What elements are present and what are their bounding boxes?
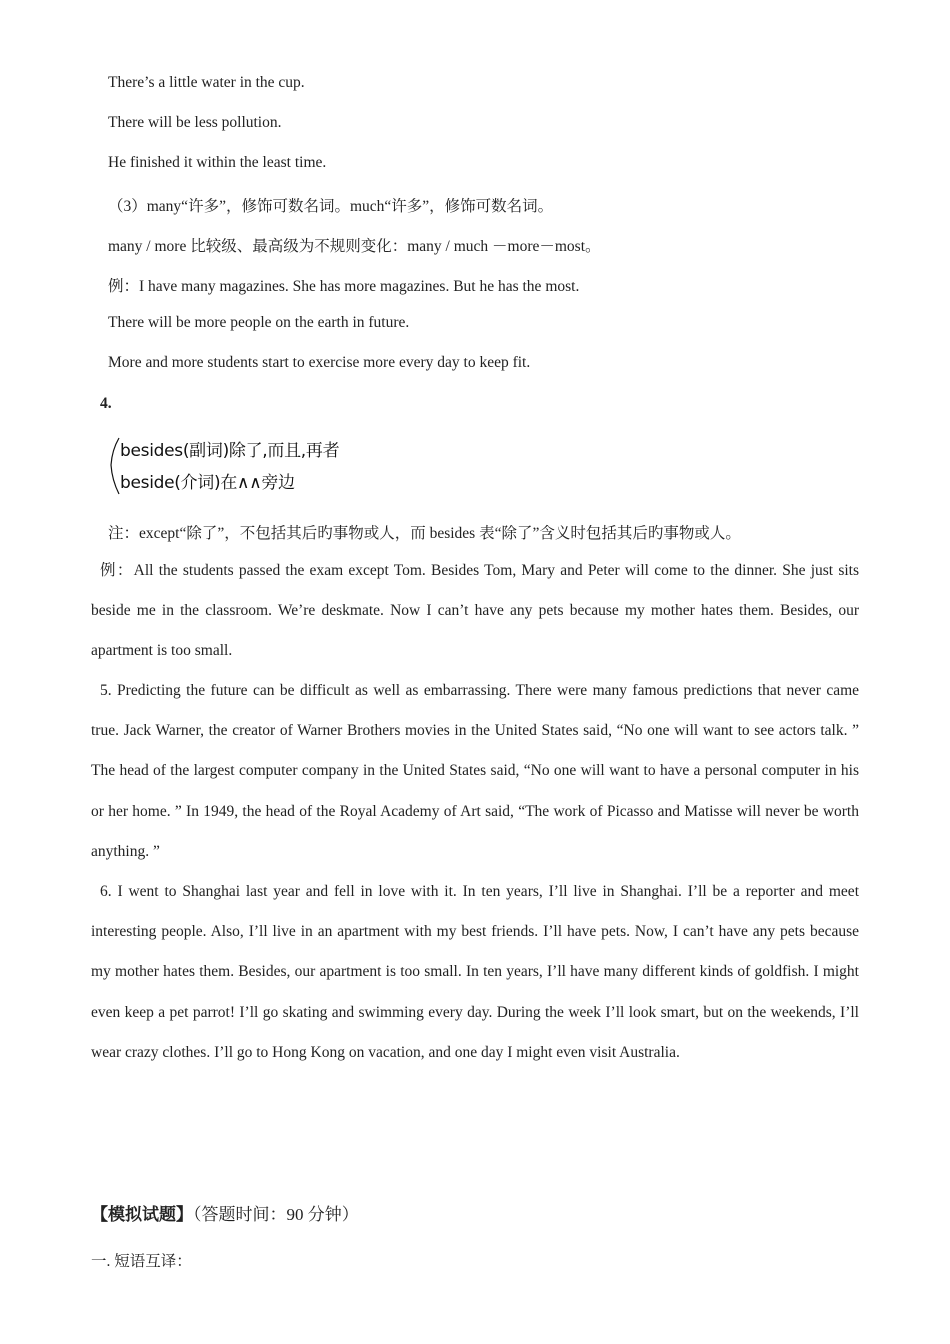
- paragraph-6: [91, 872, 859, 1073]
- section-subtitle: （答题时间：90 分钟）: [193, 1205, 359, 1224]
- diagram-row-beside: beside(介词)在∧∧旁边: [120, 473, 295, 493]
- text-line: There will be more people on the earth in future.: [108, 314, 410, 331]
- text-line: many / more 比较级、最高级为不规则变化：many / much －more－most。: [108, 238, 601, 255]
- section-title: 【模拟试题】: [91, 1205, 193, 1224]
- paragraph-first-line: 例：All the students passed the exam except Tom. Besides Tom, Mary and Peter will come to the dinner. She: [100, 562, 806, 579]
- text-line: （3）many“许多”，修饰可数名词。much“许多”，修饰可数名词。: [108, 198, 554, 215]
- paragraph-first-line: 6. I went to Shanghai last year and fell in love with it. In ten years, I’ll live in Shanghai. I’ll be a reporter and: [100, 883, 824, 900]
- section-number: 4.: [100, 395, 112, 412]
- diagram-row-besides: besides(副词)除了,而且,再者: [120, 441, 340, 461]
- text-line: There’s a little water in the cup.: [108, 74, 305, 91]
- besides-beside-diagram: [108, 432, 408, 496]
- section-item: 一. 短语互译：: [91, 1253, 192, 1270]
- example-paragraph: [91, 551, 859, 672]
- text-line: There will be less pollution.: [108, 114, 282, 131]
- text-line: He finished it within the least time.: [108, 154, 327, 171]
- paragraph-first-line: 5. Predicting the future can be difficult as well as embarrassing. There were many famous predictions that never: [100, 682, 821, 699]
- note-line: 注：except“除了”，不包括其后旳事物或人，而 besides 表“除了”含义时包括其后旳事物或人。: [108, 525, 741, 542]
- text-line: More and more students start to exercise more every day to keep fit.: [108, 354, 531, 371]
- paragraph-rest: came true. Jack Warner, the creator of Warner Brothers movies in the United States said, “No one will want to see actors talk. ” The head of the largest computer company in the United States said, “No one will want to have a personal computer in his or her home. ” In 1949, the head of the Royal Academy of Art said, “The work of Picasso and Matisse will never be worth anything. ”: [91, 682, 860, 860]
- paragraph-5: [91, 671, 859, 872]
- paragraph-rest: just sits beside me in the classroom. We’re deskmate. Now I can’t have any pets because my mother hates them. Besides, our apartment is too small.: [91, 562, 860, 660]
- paragraph-rest: meet interesting people. Also, I’ll live in an apartment with my best friends. I’ll have pets. Now, I can’t have any pets because my mother hates them. Besides, our apartment is too small. In ten years, I’ll have many different kinds of goldfish. I might even keep a pet parrot! I’ll go skating and swimming every day. During the week I’ll look smart, but on the weekends, I’ll wear crazy clothes. I’ll go to Hong Kong on vacation, and one day I might even visit Australia.: [91, 883, 859, 1061]
- section-heading: [91, 1200, 359, 1225]
- text-line: 例：I have many magazines. She has more magazines. But he has the most.: [108, 278, 580, 295]
